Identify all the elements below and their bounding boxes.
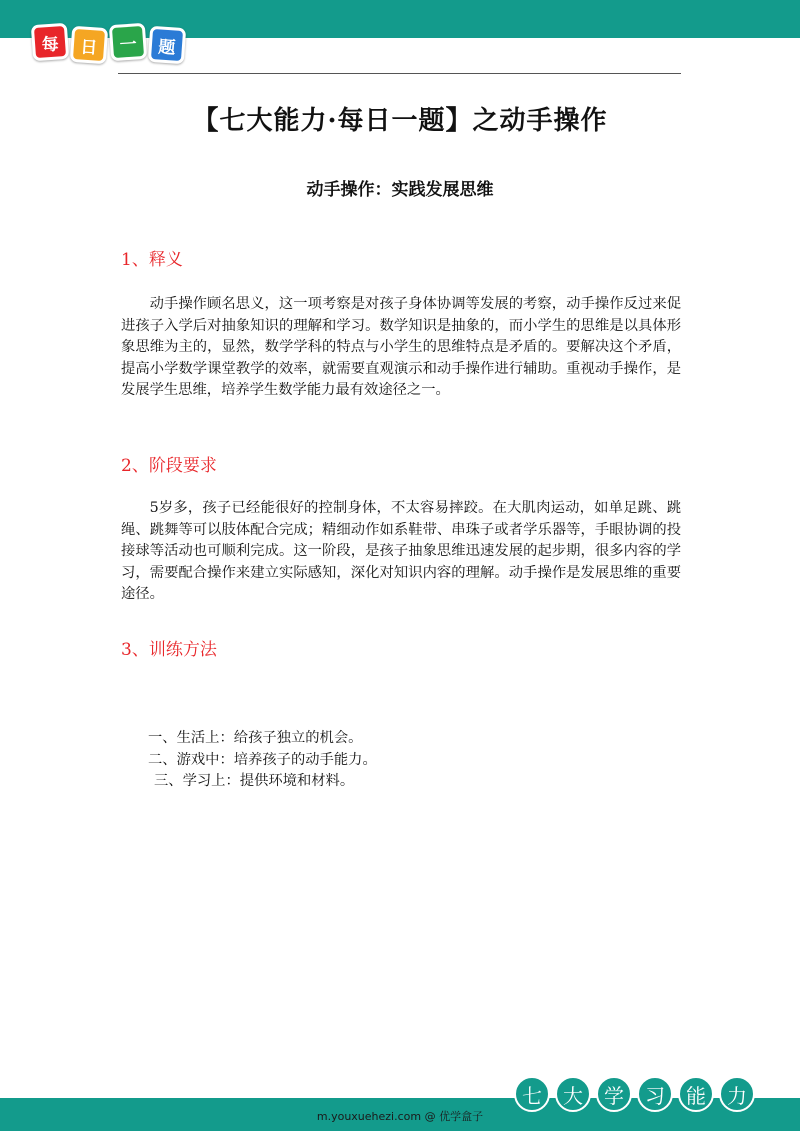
header-divider xyxy=(118,73,681,74)
logo-tile: 日 xyxy=(70,26,108,64)
page-subtitle: 动手操作：实践发展思维 xyxy=(306,180,494,200)
slogan-char: 七 xyxy=(514,1076,550,1112)
list-item: 三、学习上：提供环境和材料。 xyxy=(154,773,355,789)
section-body-stage-requirements: 5岁多，孩子已经能很好的控制身体，不太容易摔跤。在大肌肉运动，如单足跳、跳绳、跳舞等可以肢体配合完成；精细动作如系鞋带、串珠子或者学乐器等，手眼协调的投接球等活动也可顺利完成。这一阶段，是孩子抽象思维迅速发展的起步期，很多内容的学习，需要配合操作来建立实际感知，深化对知识内容的理解。动手操作是发展思维的重要途径。 xyxy=(121,500,681,602)
training-method-list xyxy=(148,728,377,793)
section-heading-definition: 1、释义 xyxy=(121,250,183,270)
slogan-char: 习 xyxy=(637,1076,673,1112)
logo-tile: 一 xyxy=(109,23,147,61)
logo-tile: 每 xyxy=(31,23,69,61)
daily-question-logo xyxy=(32,24,185,63)
footer-site-link[interactable]: m.youxuehezi.com @ 优学盒子 xyxy=(316,1110,484,1123)
slogan-char: 大 xyxy=(555,1076,591,1112)
section-heading-stage-requirements: 2、阶段要求 xyxy=(121,456,217,476)
slogan-char: 学 xyxy=(596,1076,632,1112)
section-body-definition: 动手操作顾名思义，这一项考察是对孩子身体协调等发展的考察，动手操作反过来促进孩子入学后对抽象知识的理解和学习。数学知识是抽象的，而小学生的思维是以具体形象思维为主的，显然，数学学科的特点与小学生的思维特点是矛盾的。要解决这个矛盾，提高小学数学课堂教学的效率，就需要直观演示和动手操作进行辅助。重视动手操作，是发展学生思维，培养学生数学能力最有效途径之一。 xyxy=(121,296,681,398)
list-item: 一、生活上：给孩子独立的机会。 xyxy=(148,730,363,746)
logo-tile: 题 xyxy=(148,26,186,64)
seven-abilities-slogan xyxy=(514,1076,755,1112)
list-item: 二、游戏中：培养孩子的动手能力。 xyxy=(148,751,377,768)
slogan-char: 能 xyxy=(678,1076,714,1112)
page-title: 【七大能力·每日一题】之动手操作 xyxy=(192,106,608,136)
slogan-char: 力 xyxy=(719,1076,755,1112)
section-heading-training-methods: 3、训练方法 xyxy=(121,640,217,660)
